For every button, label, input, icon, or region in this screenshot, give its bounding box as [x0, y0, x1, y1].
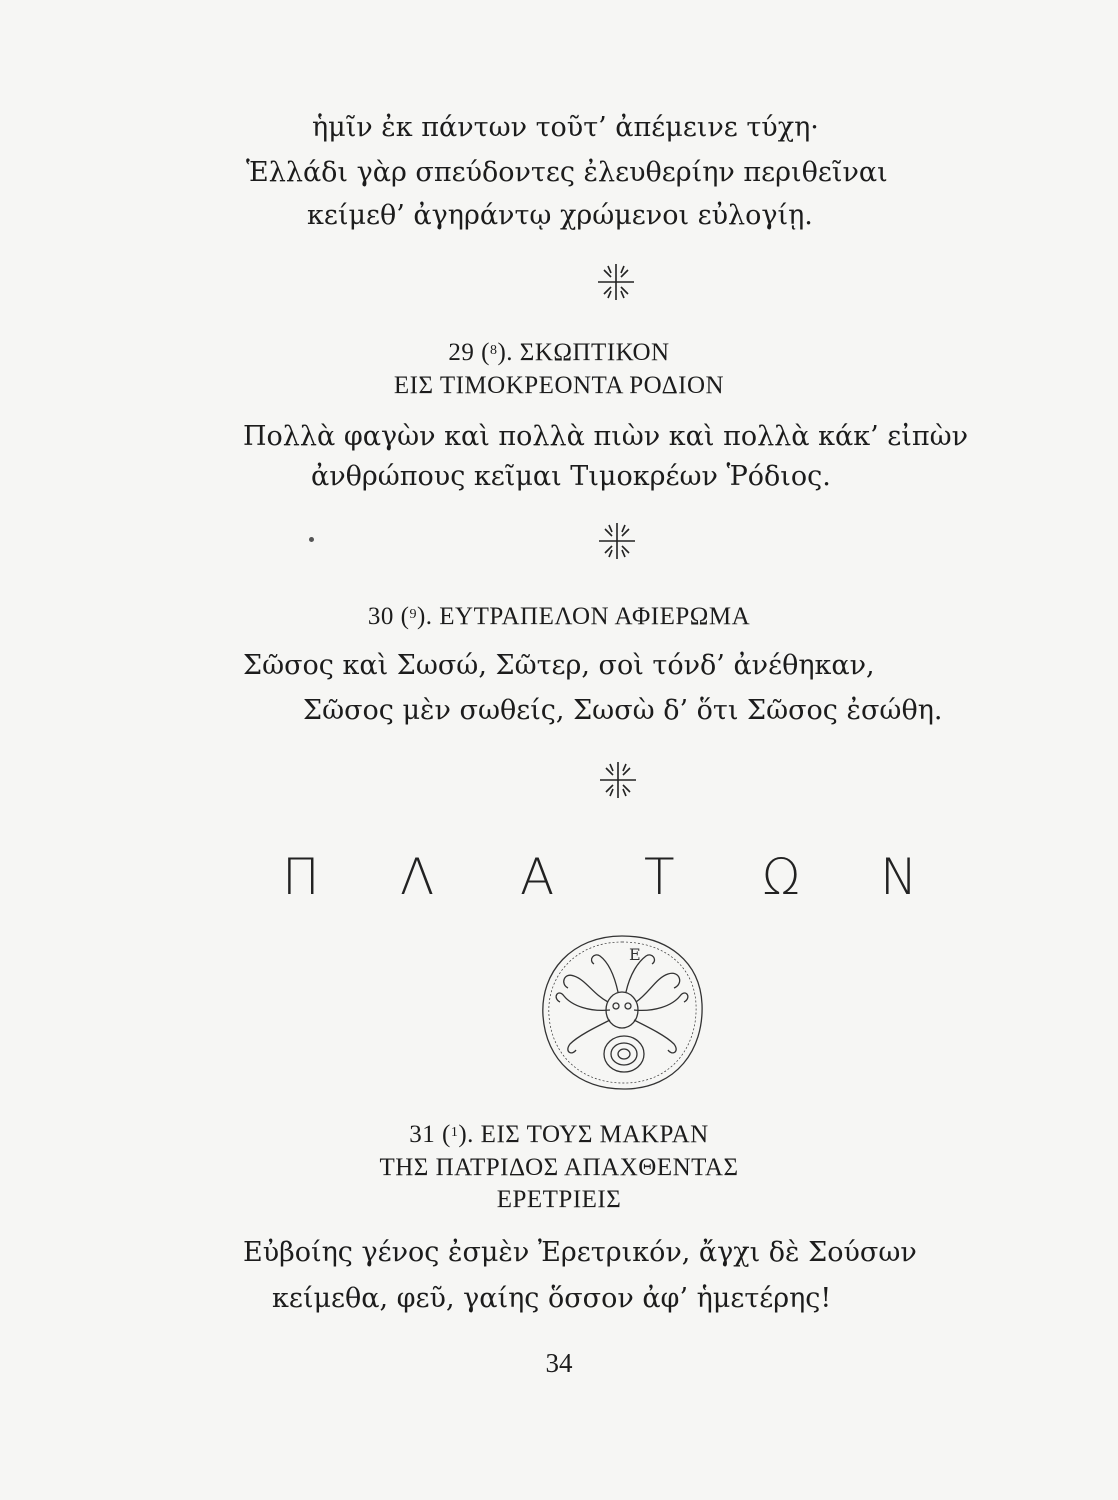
- epigram-number: 31 (: [409, 1121, 451, 1148]
- footnote-marker: 1: [450, 1125, 459, 1140]
- verse-line: κείμεθα, φεῦ, γαίης ὅσσον ἀφ’ ἡμετέρης!: [272, 1283, 832, 1314]
- ink-speck: [309, 537, 314, 542]
- epigram-title: ). ΕΥΤΡΑΠΕΛΟΝ ΑΦΙΕΡΩΜΑ: [416, 603, 751, 630]
- epigram-heading: [0, 340, 1118, 365]
- epigram-title: ). ΕΙΣ ΤΟΥΣ ΜΑΚΡΑΝ: [458, 1121, 709, 1148]
- footnote-marker: 8: [489, 343, 498, 358]
- epigram-title: ΕΡΕΤΡΙΕΙΣ: [496, 1186, 622, 1213]
- author-letter: Π: [282, 848, 320, 906]
- epigram-title: ΤΗΣ ΠΑΤΡΙΔΟΣ ΑΠΑΧΘΕΝΤΑΣ: [379, 1154, 739, 1181]
- author-letter: Λ: [400, 848, 435, 906]
- verse-line: Πολλὰ φαγὼν καὶ πολλὰ πιὼν καὶ πολλὰ κάκ’ εἰπὼν: [243, 421, 969, 452]
- author-letter: Ν: [880, 848, 918, 906]
- epigram-heading: [0, 604, 1118, 629]
- page-number: 34: [545, 1348, 573, 1378]
- star-ornament-icon: [597, 521, 637, 561]
- epigram-number: 30 (: [367, 603, 410, 630]
- verse-line: Σῶσος καὶ Σωσώ, Σῶτερ, σοὶ τόνδ’ ἀνέθηκαν,: [243, 650, 875, 681]
- verse-line: ἡμῖν ἐκ πάντων τοῦτ’ ἀπέμεινε τύχη·: [312, 112, 819, 143]
- epigram-title: ΕΙΣ ΤΙΜΟΚΡΕΟΝΤΑ ΡΟΔΙΟΝ: [393, 372, 725, 399]
- coin-letter: E: [629, 945, 641, 964]
- verse-line: Σῶσος μὲν σωθείς, Σωσὼ δ’ ὅτι Σῶσος ἐσώθη.: [303, 695, 943, 726]
- author-letter: Ω: [762, 848, 801, 906]
- octopus-coin-icon: [538, 932, 706, 1092]
- author-letter: Α: [520, 848, 555, 906]
- epigram-title: ). ΣΚΩΠΤΙΚΟΝ: [497, 339, 670, 366]
- footnote-marker: 9: [409, 607, 417, 622]
- author-letter: Τ: [644, 848, 675, 906]
- verse-line: κείμεθ’ ἀγηράντῳ χρώμενοι εὐλογίῃ.: [307, 200, 813, 231]
- verse-line: ἀνθρώπους κεῖμαι Τιμοκρέων Ῥόδιος.: [311, 461, 831, 492]
- epigram-number: 29 (: [448, 339, 490, 366]
- verse-line: Εὐβοίης γένος ἐσμὲν Ἐρετρικόν, ἄγχι δὲ Σούσων: [243, 1237, 917, 1268]
- star-ornament-icon: [598, 760, 638, 800]
- epigram-heading: [0, 1122, 1118, 1147]
- verse-line: Ἑλλάδι γὰρ σπεύδοντες ἐλευθερίην περιθεῖναι: [246, 157, 888, 188]
- star-ornament-icon: [596, 262, 636, 302]
